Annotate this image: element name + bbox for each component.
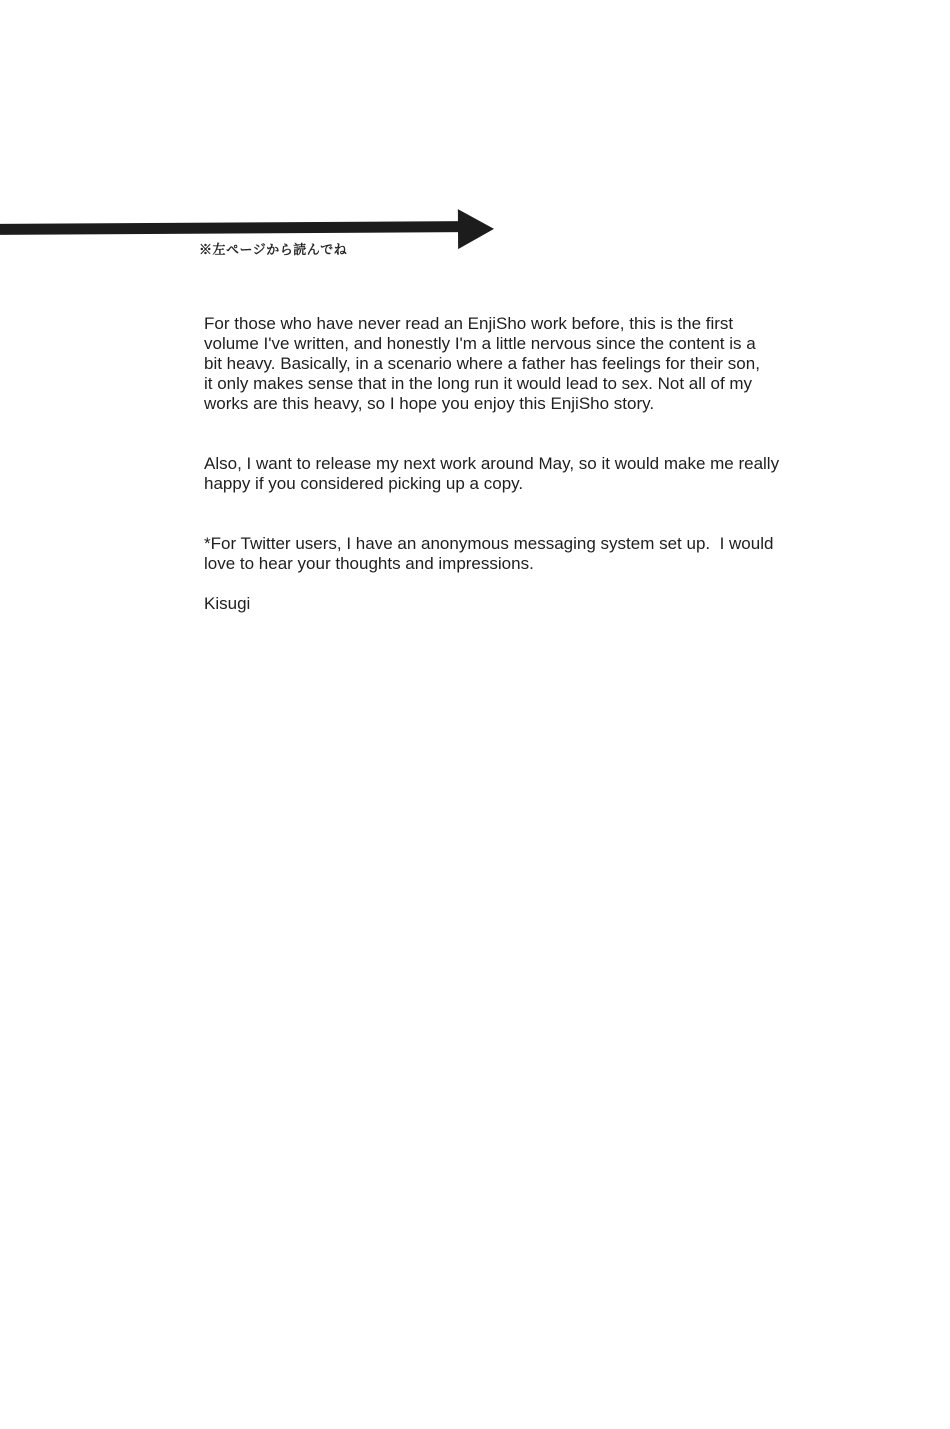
text-line: love to hear your thoughts and impressions.: [204, 554, 534, 573]
afterword-text-block: [204, 314, 904, 614]
text-line: works are this heavy, so I hope you enjoy this EnjiSho story.: [204, 394, 655, 413]
text-line: volume I've written, and honestly I'm a little nervous since the content is a: [204, 334, 756, 353]
afterword-paragraph-1: [204, 314, 904, 414]
reading-direction-caption: ※左ページから読んでね: [199, 242, 348, 257]
right-arrow-icon: [0, 0, 494, 263]
arrow-head: [458, 209, 494, 249]
arrow-shaft: [0, 221, 462, 235]
text-line: it only makes sense that in the long run it would lead to sex. Not all of my: [204, 374, 753, 393]
text-line: bit heavy. Basically, in a scenario where a father has feelings for their son,: [204, 354, 760, 373]
text-line: Also, I want to release my next work around May, so it would make me really: [204, 454, 780, 473]
afterword-paragraph-3: [204, 534, 904, 574]
author-signature: Kisugi: [204, 594, 251, 613]
afterword-paragraph-2: [204, 454, 904, 494]
text-line: happy if you considered picking up a copy.: [204, 474, 524, 493]
text-line: For those who have never read an EnjiSho work before, this is the first: [204, 314, 734, 333]
text-line: *For Twitter users, I have an anonymous messaging system set up. I would: [204, 534, 774, 553]
